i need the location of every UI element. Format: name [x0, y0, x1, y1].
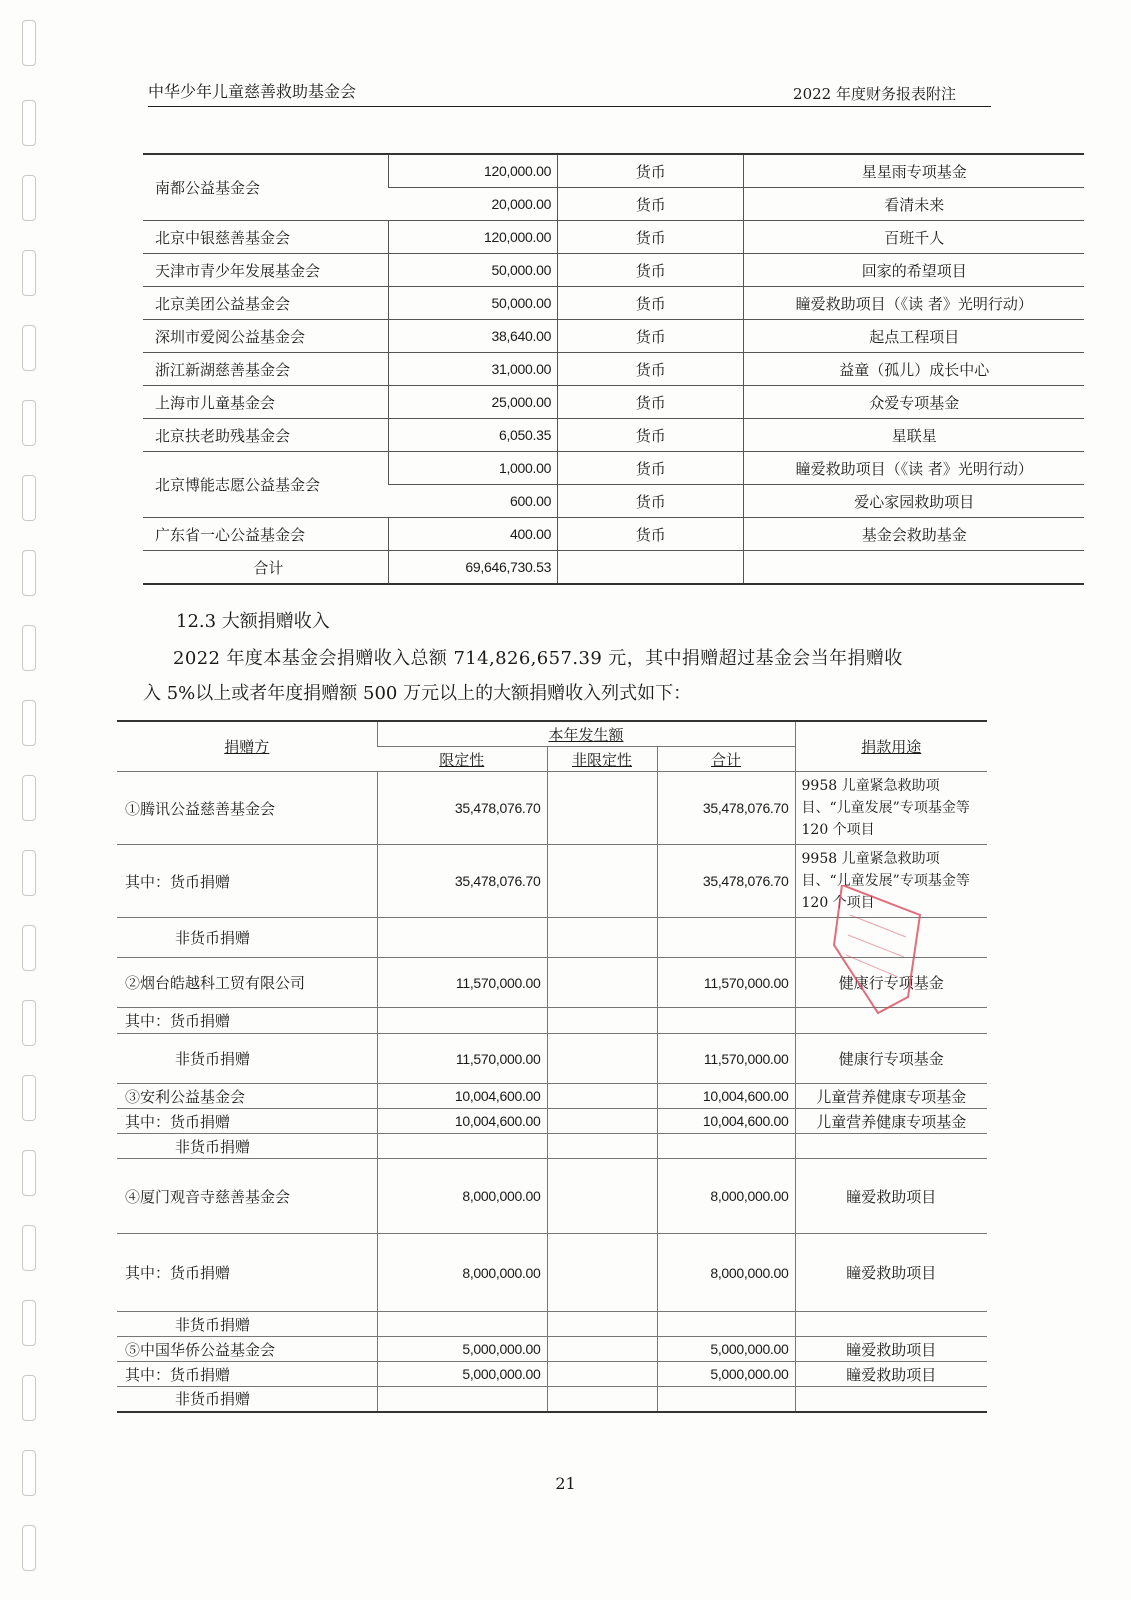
binder-hole [22, 1225, 36, 1271]
restricted-cell: 35,478,076.70 [377, 772, 547, 845]
unrestricted-cell [547, 1234, 657, 1312]
restricted-cell [377, 1134, 547, 1159]
restricted-cell: 5,000,000.00 [377, 1337, 547, 1362]
table-row [143, 353, 1084, 386]
restricted-cell: 35,478,076.70 [377, 845, 547, 918]
purpose-cell: 瞳爱救助项目 [795, 1362, 987, 1387]
binder-hole [22, 1150, 36, 1196]
amount-cell: 1,000.00 [388, 452, 557, 485]
purpose-cell: 爱心家园救助项目 [744, 485, 1084, 518]
purpose-cell: 众爱专项基金 [744, 386, 1084, 419]
type-cell: 货币 [558, 518, 744, 551]
restricted-cell: 8,000,000.00 [377, 1234, 547, 1312]
table-row [143, 320, 1084, 353]
purpose-cell: 起点工程项目 [744, 320, 1084, 353]
type-cell: 货币 [558, 419, 744, 452]
purpose-cell: 星星雨专项基金 [744, 154, 1084, 188]
section-title: 12.3 大额捐赠收入 [176, 611, 330, 632]
row-label: 其中：货币捐赠 [117, 1109, 377, 1134]
purpose-cell: 儿童营养健康专项基金 [795, 1109, 987, 1134]
total-label: 合计 [143, 551, 388, 585]
amount-cell: 400.00 [388, 518, 557, 551]
purpose-cell: 回家的希望项目 [744, 254, 1084, 287]
unrestricted-cell [547, 918, 657, 958]
amount-cell: 50,000.00 [388, 287, 557, 320]
type-cell: 货币 [558, 353, 744, 386]
table-row [143, 419, 1084, 452]
restricted-cell [377, 1008, 547, 1034]
donor-cell: 上海市儿童基金会 [143, 386, 388, 419]
purpose-cell [795, 1134, 987, 1159]
unrestricted-cell [547, 1109, 657, 1134]
binder-hole [22, 325, 36, 371]
amount-cell: 38,640.00 [388, 320, 557, 353]
donor-cell: 广东省一心公益基金会 [143, 518, 388, 551]
purpose-cell: 百班千人 [744, 221, 1084, 254]
unrestricted-cell [547, 1008, 657, 1034]
unrestricted-cell [547, 772, 657, 845]
total-cell: 11,570,000.00 [657, 1034, 795, 1084]
unrestricted-cell [547, 1312, 657, 1337]
row-label: 其中：货币捐赠 [117, 1362, 377, 1387]
unrestricted-cell [547, 1034, 657, 1084]
purpose-cell: 基金会救助基金 [744, 518, 1084, 551]
row-label: 非货币捐赠 [117, 1134, 377, 1159]
table-row [143, 518, 1084, 551]
total-cell: 10,004,600.00 [657, 1109, 795, 1134]
donor-cell: 天津市青少年发展基金会 [143, 254, 388, 287]
binder-hole [22, 1300, 36, 1346]
table-row [117, 772, 987, 845]
amount-cell: 600.00 [388, 485, 557, 518]
table-row [117, 1312, 987, 1337]
purpose-cell: 9958 儿童紧急救助项目、“儿童发展”专项基金等 120 个项目 [795, 845, 987, 918]
total-cell [657, 918, 795, 958]
row-label: 其中：货币捐赠 [117, 845, 377, 918]
table-row [117, 1159, 987, 1234]
unrestricted-cell [547, 1134, 657, 1159]
amount-cell: 50,000.00 [388, 254, 557, 287]
binder-hole [22, 250, 36, 296]
table-row [143, 452, 1084, 485]
empty-cell [744, 551, 1084, 585]
type-cell: 货币 [558, 452, 744, 485]
row-label: 非货币捐赠 [117, 1312, 377, 1337]
binder-hole [22, 1525, 36, 1571]
table-row [117, 1387, 987, 1412]
binder-hole [22, 100, 36, 146]
restricted-cell [377, 1387, 547, 1412]
purpose-cell: 9958 儿童紧急救助项目、“儿童发展”专项基金等 120 个项目 [795, 772, 987, 845]
amount-cell: 25,000.00 [388, 386, 557, 419]
row-label: 其中：货币捐赠 [117, 1234, 377, 1312]
unrestricted-cell [547, 1159, 657, 1234]
total-cell [657, 1312, 795, 1337]
type-cell: 货币 [558, 254, 744, 287]
type-cell: 货币 [558, 485, 744, 518]
purpose-cell [795, 1387, 987, 1412]
binder-hole [22, 550, 36, 596]
total-cell [657, 1008, 795, 1034]
table-row [117, 1109, 987, 1134]
binder-hole [22, 400, 36, 446]
donor-cell: 北京中银慈善基金会 [143, 221, 388, 254]
unrestricted-cell [547, 1337, 657, 1362]
table-row [117, 1134, 987, 1159]
purpose-cell: 瞳爱救助项目 [795, 1234, 987, 1312]
page-number: 21 [555, 1474, 576, 1493]
row-label: ④厦门观音寺慈善基金会 [117, 1159, 377, 1234]
restricted-cell: 8,000,000.00 [377, 1159, 547, 1234]
purpose-cell: 健康行专项基金 [795, 958, 987, 1008]
paragraph-line: 入 5%以上或者年度捐赠额 500 万元以上的大额捐赠收入列式如下： [143, 683, 692, 704]
header-rule [148, 106, 991, 107]
binder-hole [22, 850, 36, 896]
restricted-cell: 10,004,600.00 [377, 1084, 547, 1109]
section-paragraph [143, 641, 988, 711]
amount-cell: 6,050.35 [388, 419, 557, 452]
binder-hole [22, 775, 36, 821]
donor-cell: 北京扶老助残基金会 [143, 419, 388, 452]
donor-cell: 浙江新湖慈善基金会 [143, 353, 388, 386]
total-cell: 35,478,076.70 [657, 845, 795, 918]
header-unrestricted: 非限定性 [547, 747, 657, 772]
purpose-cell: 星联星 [744, 419, 1084, 452]
header-current-year: 本年发生额 [377, 721, 795, 747]
donation-continuation-table [143, 153, 1084, 585]
unrestricted-cell [547, 1387, 657, 1412]
table-row [143, 154, 1084, 188]
restricted-cell: 5,000,000.00 [377, 1362, 547, 1387]
donor-cell: 北京博能志愿公益基金会 [143, 452, 388, 518]
type-cell: 货币 [558, 287, 744, 320]
restricted-cell: 11,570,000.00 [377, 1034, 547, 1084]
purpose-cell: 瞳爱救助项目（《读 者》光明行动） [744, 452, 1084, 485]
unrestricted-cell [547, 958, 657, 1008]
donor-cell: 南都公益基金会 [143, 154, 388, 221]
binder-hole [22, 175, 36, 221]
donor-cell: 北京美团公益基金会 [143, 287, 388, 320]
binder-hole [22, 625, 36, 671]
total-cell [657, 1134, 795, 1159]
type-cell: 货币 [558, 154, 744, 188]
header-org-name: 中华少年儿童慈善救助基金会 [148, 82, 357, 101]
restricted-cell: 11,570,000.00 [377, 958, 547, 1008]
total-cell: 8,000,000.00 [657, 1159, 795, 1234]
total-row [143, 551, 1084, 585]
binder-holes [22, 20, 44, 1590]
table-row [143, 221, 1084, 254]
purpose-cell: 瞳爱救助项目 [795, 1159, 987, 1234]
binder-hole [22, 475, 36, 521]
large-donations-table [117, 720, 987, 1413]
table-row [117, 1084, 987, 1109]
row-label: ①腾讯公益慈善基金会 [117, 772, 377, 845]
total-cell: 10,004,600.00 [657, 1084, 795, 1109]
header-donor: 捐赠方 [117, 721, 377, 772]
total-cell: 35,478,076.70 [657, 772, 795, 845]
total-cell [657, 1387, 795, 1412]
header-restricted: 限定性 [377, 747, 547, 772]
purpose-cell: 瞳爱救助项目（《读 者》光明行动） [744, 287, 1084, 320]
unrestricted-cell [547, 1084, 657, 1109]
purpose-cell [795, 1312, 987, 1337]
header-row [117, 721, 987, 747]
restricted-cell: 10,004,600.00 [377, 1109, 547, 1134]
restricted-cell [377, 1312, 547, 1337]
row-label: 非货币捐赠 [117, 1387, 377, 1412]
purpose-cell: 儿童营养健康专项基金 [795, 1084, 987, 1109]
unrestricted-cell [547, 1362, 657, 1387]
binder-hole [22, 1375, 36, 1421]
purpose-cell: 瞳爱救助项目 [795, 1337, 987, 1362]
type-cell: 货币 [558, 386, 744, 419]
total-cell: 11,570,000.00 [657, 958, 795, 1008]
binder-hole [22, 925, 36, 971]
amount-cell: 31,000.00 [388, 353, 557, 386]
row-label: ②烟台皓越科工贸有限公司 [117, 958, 377, 1008]
purpose-cell: 益童（孤儿）成长中心 [744, 353, 1084, 386]
row-label: ③安利公益基金会 [117, 1084, 377, 1109]
unrestricted-cell [547, 845, 657, 918]
total-cell: 5,000,000.00 [657, 1362, 795, 1387]
total-cell: 5,000,000.00 [657, 1337, 795, 1362]
binder-hole [22, 1000, 36, 1046]
total-amount: 69,646,730.53 [388, 551, 557, 585]
amount-cell: 120,000.00 [388, 221, 557, 254]
amount-cell: 20,000.00 [388, 188, 557, 221]
table-row [117, 1362, 987, 1387]
binder-hole [22, 1075, 36, 1121]
table-row [143, 287, 1084, 320]
header-total: 合计 [657, 747, 795, 772]
table-row [143, 254, 1084, 287]
table-row [117, 1034, 987, 1084]
purpose-cell: 看清未来 [744, 188, 1084, 221]
type-cell: 货币 [558, 320, 744, 353]
seal-stamp-icon [828, 885, 928, 1015]
table-row [143, 386, 1084, 419]
donor-cell: 深圳市爱阅公益基金会 [143, 320, 388, 353]
total-cell: 8,000,000.00 [657, 1234, 795, 1312]
header-doc-title: 2022 年度财务报表附注 [793, 85, 956, 103]
type-cell: 货币 [558, 188, 744, 221]
table-row [117, 1234, 987, 1312]
binder-hole [22, 20, 36, 66]
binder-hole [22, 700, 36, 746]
header-purpose: 捐款用途 [795, 721, 987, 772]
type-cell: 货币 [558, 221, 744, 254]
restricted-cell [377, 918, 547, 958]
purpose-cell: 健康行专项基金 [795, 1034, 987, 1084]
paragraph-line: 2022 年度本基金会捐赠收入总额 714,826,657.39 元，其中捐赠超过基金会当年捐赠收 [173, 648, 903, 669]
table-row [117, 1337, 987, 1362]
amount-cell: 120,000.00 [388, 154, 557, 188]
row-label: 其中：货币捐赠 [117, 1008, 377, 1034]
row-label: 非货币捐赠 [117, 918, 377, 958]
row-label: 非货币捐赠 [117, 1034, 377, 1084]
row-label: ⑤中国华侨公益基金会 [117, 1337, 377, 1362]
empty-cell [558, 551, 744, 585]
